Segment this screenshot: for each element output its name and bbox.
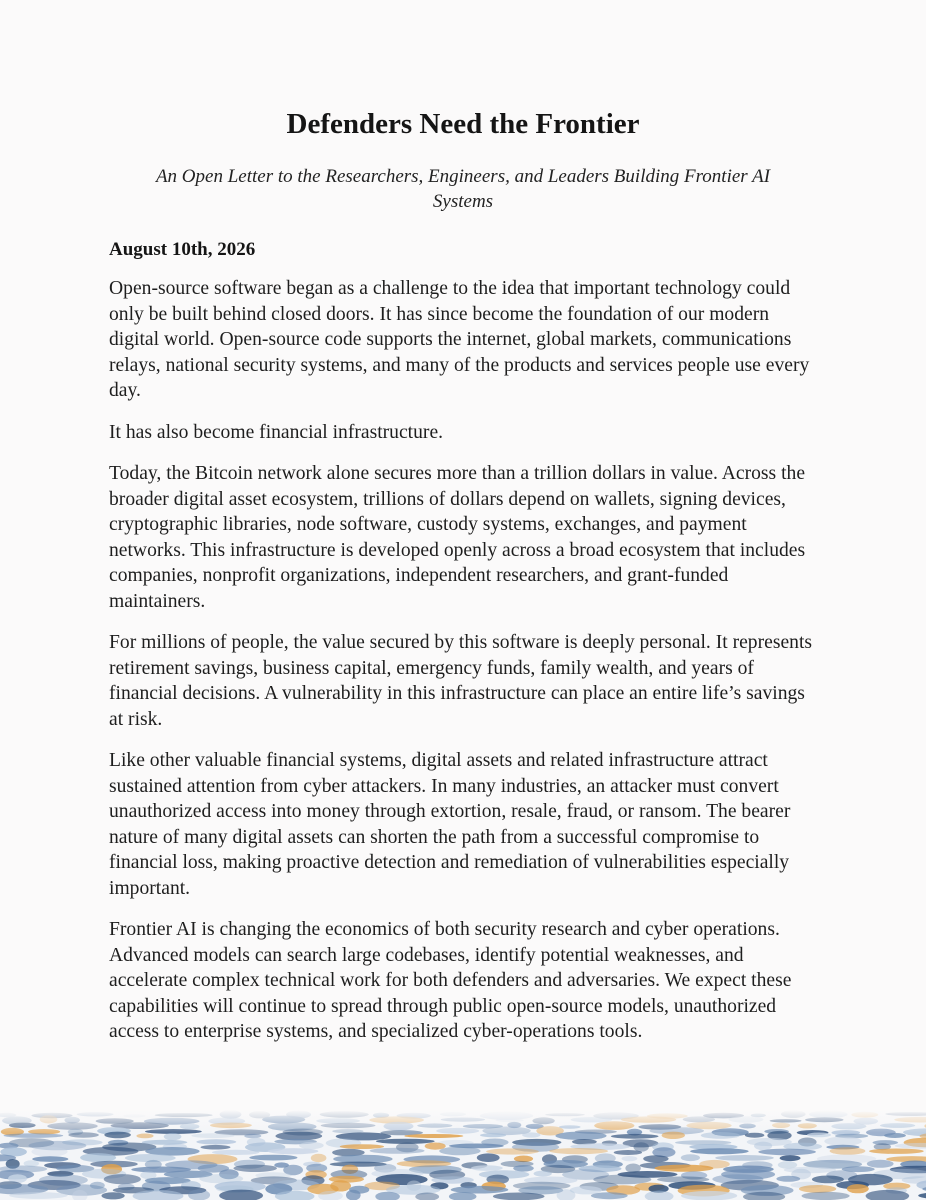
letter-date: August 10th, 2026	[109, 239, 256, 260]
paragraph-3: Today, the Bitcoin network alone secures more than a trillion dollars in value. Across the broader digital asset ecosystem, trillions of dollars depend on wallets, signing devices, cryptographic libraries, node software, custody systems, exchanges, and payment networks. This infrastructure is developed openly across a broad ecosystem that includes companies, nonprofit organizations, independent researchers, and grant-funded maintainers.	[109, 463, 806, 612]
watercolor-wave-band	[0, 1110, 926, 1200]
letter-subtitle: An Open Letter to the Researchers, Engineers, and Leaders Building Frontier AI Systems	[155, 166, 771, 212]
paragraph-5: Like other valuable financial systems, digital assets and related infrastructure attract sustained attention from cyber attackers. In many industries, an attacker must convert unauthorized access into money through extortion, resale, fraud, or ransom. The bearer nature of many digital assets can shorten the path from a successful compromise to financial loss, making proactive detection and remediation of vulnerabilities especially important.	[109, 750, 791, 899]
watercolor-wave-graphic	[0, 1110, 926, 1200]
paragraph-4: For millions of people, the value secured by this software is deeply personal. It represents retirement savings, business capital, emergency funds, family wealth, and years of financial decisions. A vulnerability in this infrastructure can place an entire life’s savings at risk.	[109, 632, 813, 730]
paragraph-1: Open-source software began as a challenge to the idea that important technology could only be built behind closed doors. It has since become the foundation of our modern digital world. Open-source code supports the internet, global markets, communications relays, national security systems, and many of the products and services people use every day.	[109, 278, 810, 401]
paragraph-6: Frontier AI is changing the economics of both security research and cyber operations. Advanced models can search large codebases, identify potential weaknesses, and accelerate complex technical work for both defenders and adversaries. We expect these capabilities will continue to spread through public open-source models, unauthorized access to enterprise systems, and specialized cyber-operations tools.	[109, 919, 792, 1042]
letter-title: Defenders Need the Frontier	[286, 108, 640, 140]
paragraph-2: It has also become financial infrastructure.	[109, 421, 444, 443]
letter-content	[109, 106, 817, 1061]
